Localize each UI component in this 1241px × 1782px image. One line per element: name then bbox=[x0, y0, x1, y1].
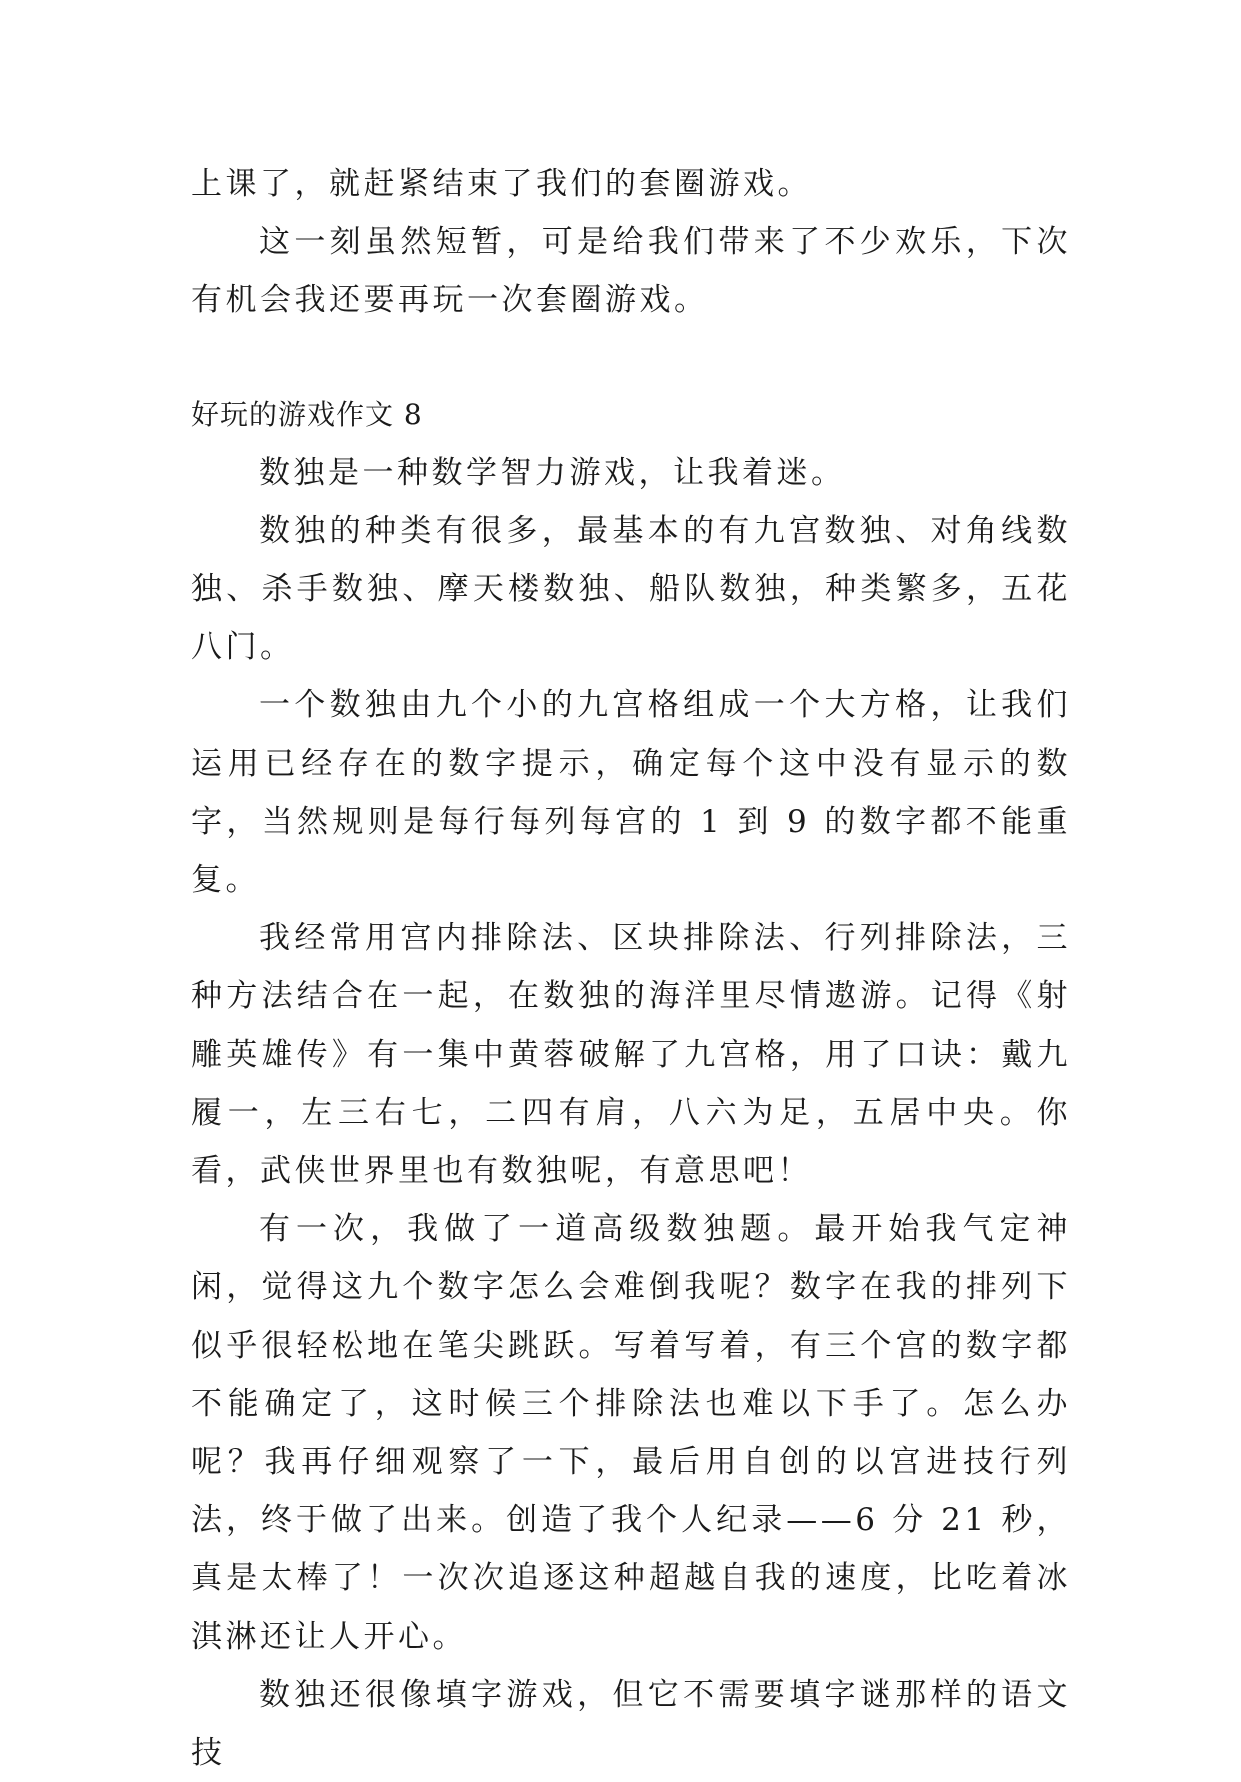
paragraph: 数独的种类有很多，最基本的有九宫数独、对角线数独、杀手数独、摩天楼数独、船队数独，种类繁多，五花八门。 bbox=[191, 512, 1071, 666]
paragraph: 这一刻虽然短暂，可是给我们带来了不少欢乐，下次有机会我还要再玩一次套圈游戏。 bbox=[191, 224, 1071, 319]
paragraph: 一个数独由九个小的九宫格组成一个大方格，让我们运用已经存在的数字提示，确定每个这中没有显示的数字，当然规则是每行每列每宫的 1 到 9 的数字都不能重复。 bbox=[191, 687, 1071, 899]
paragraph: 我经常用宫内排除法、区块排除法、行列排除法，三种方法结合在一起，在数独的海洋里尽情遨游。记得《射雕英雄传》有一集中黄蓉破解了九宫格，用了口诀：戴九履一，左三右七，二四有肩，八六为足，五居中央。你看，武侠世界里也有数独呢，有意思吧！ bbox=[191, 920, 1071, 1190]
document-body bbox=[191, 155, 1071, 1782]
section-spacer bbox=[191, 330, 1071, 386]
paragraph: 数独是一种数学智力游戏，让我着迷。 bbox=[259, 454, 846, 491]
section-title: 好玩的游戏作文 8 bbox=[191, 397, 423, 431]
paragraph-truncated: 数独还很像填字游戏，但它不需要填字谜那样的语文技 bbox=[191, 1676, 1071, 1772]
paragraph: 有一次，我做了一道高级数独题。最开始我气定神闲，觉得这九个数字怎么会难倒我呢？数字在我的排列下似乎很轻松地在笔尖跳跃。写着写着，有三个宫的数字都不能确定了，这时候三个排除法也难以下手了。怎么办呢？我再仔细观察了一下，最后用自创的以宫进技行列法，终于做了出来。创造了我个人纪录——6 分 21 秒，真是太棒了！一次次追逐这种超越自我的速度，比吃着冰淇淋还让人开心。 bbox=[191, 1211, 1071, 1655]
paragraph-continuation: 上课了，就赶紧结束了我们的套圈游戏。 bbox=[191, 166, 812, 202]
